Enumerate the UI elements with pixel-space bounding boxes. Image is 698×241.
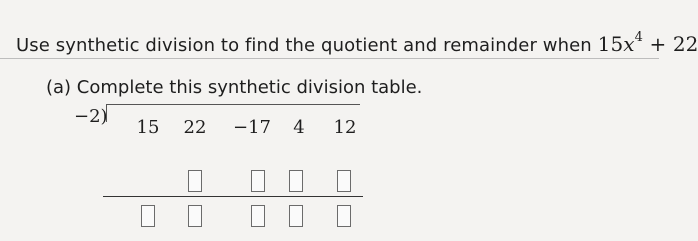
sum-line — [103, 196, 363, 197]
division-bracket-stem — [106, 104, 107, 122]
result-input-3[interactable] — [251, 205, 265, 227]
part-a-label: (a) Complete this synthetic division table. — [46, 77, 423, 98]
remainder-input[interactable] — [337, 205, 351, 227]
product-input-4[interactable] — [289, 170, 303, 192]
coefficient-5: 12 — [333, 117, 357, 138]
product-input-3[interactable] — [251, 170, 265, 192]
coefficient-4: 4 — [293, 117, 305, 138]
poly-variable: x — [623, 32, 635, 56]
result-input-4[interactable] — [289, 205, 303, 227]
product-input-2[interactable] — [188, 170, 202, 192]
divisor-value: −2) — [74, 106, 108, 127]
instruction-text: Use synthetic division to find the quotient and remainder when — [16, 35, 592, 56]
result-input-2[interactable] — [188, 205, 202, 227]
division-bracket-top — [106, 104, 360, 105]
result-input-1[interactable] — [141, 205, 155, 227]
product-input-5[interactable] — [337, 170, 351, 192]
poly-coefficient: 15 — [597, 32, 624, 56]
coefficient-3: −17 — [233, 117, 271, 138]
poly-exponent: 4 — [634, 30, 644, 46]
coefficient-2: 22 — [183, 117, 207, 138]
poly-rest: + 22 — [649, 32, 698, 56]
coefficient-1: 15 — [136, 117, 160, 138]
